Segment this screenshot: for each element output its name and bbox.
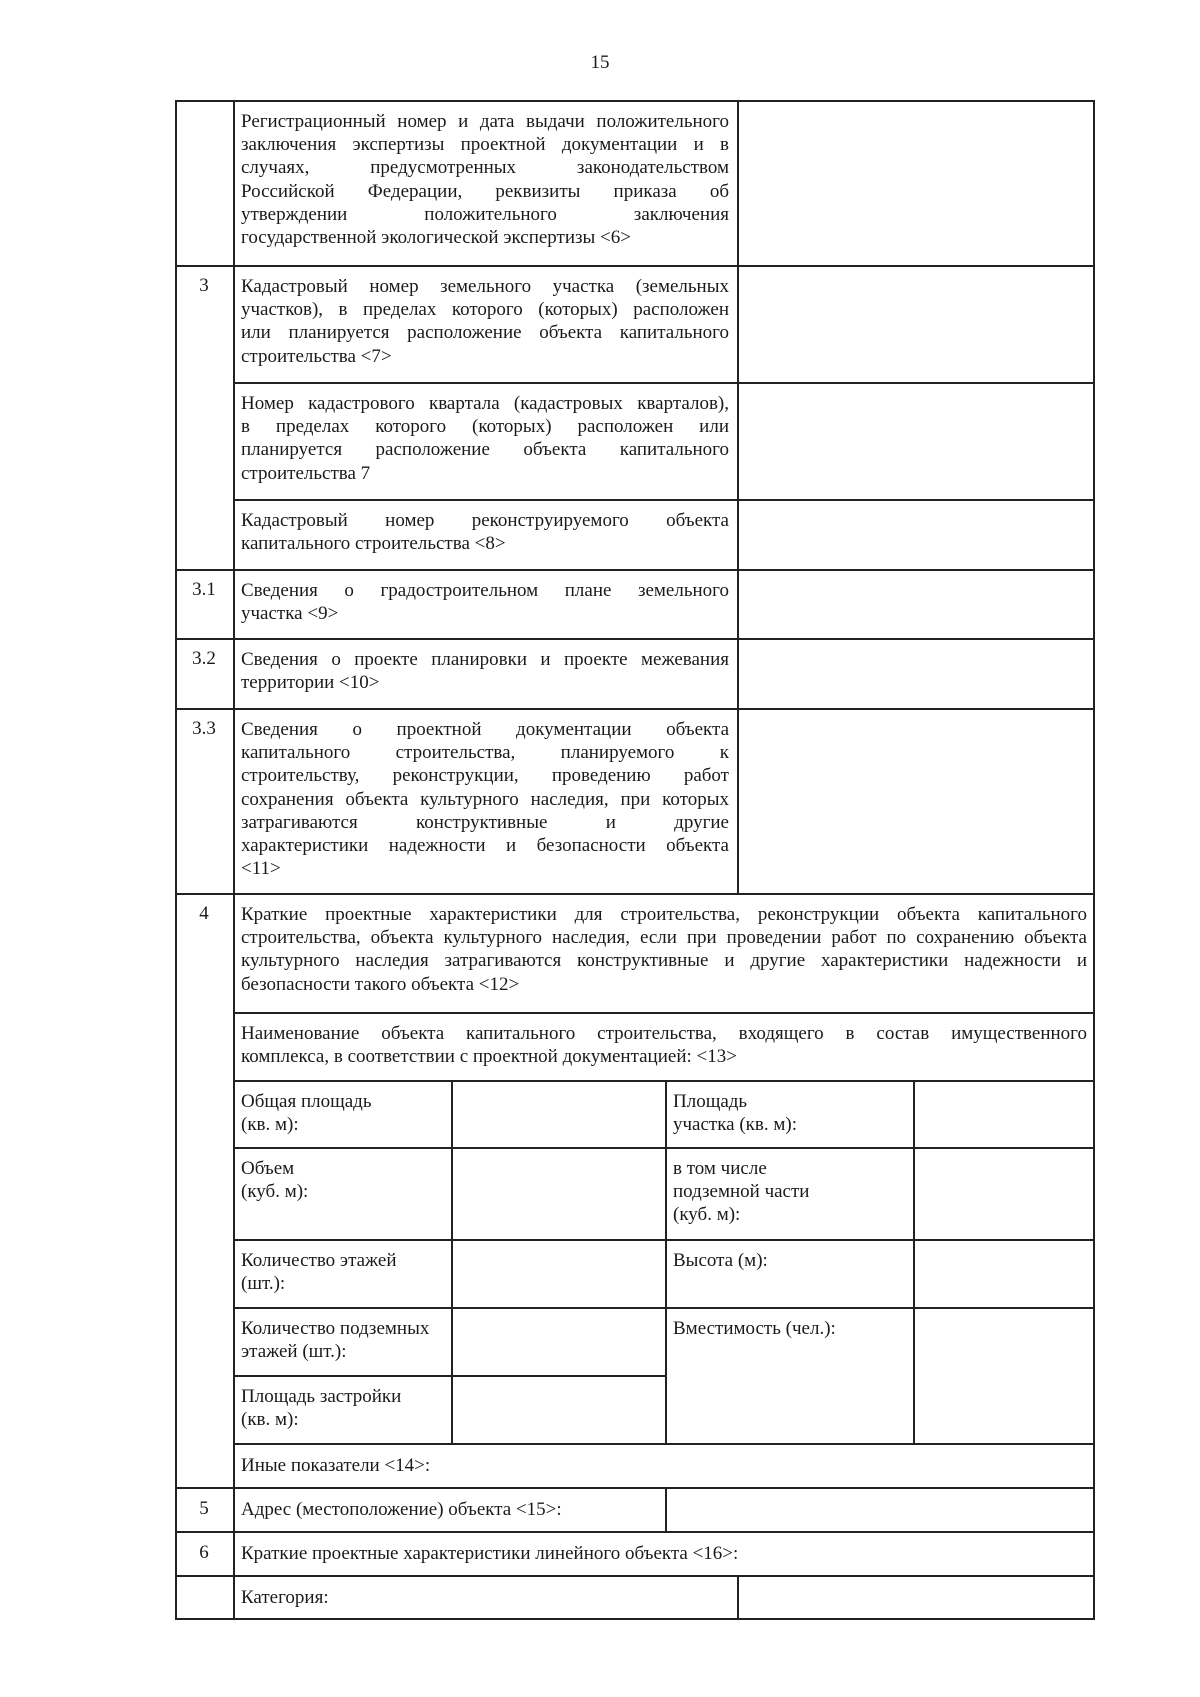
building-area-label: Площадь застройки (кв. м): <box>241 1386 402 1431</box>
other-indicators-value[interactable] <box>453 1445 1093 1487</box>
row-number: 3.3 <box>192 718 216 739</box>
plot-area-value[interactable] <box>915 1082 1093 1147</box>
row-divider <box>175 1531 1095 1533</box>
volume-label: Объем (куб. м): <box>241 1158 309 1203</box>
cadastral-quarter-value[interactable] <box>739 384 1093 499</box>
planning-project-value[interactable] <box>739 640 1093 708</box>
grid-divider <box>665 1080 667 1443</box>
reconstructed-object-value[interactable] <box>739 501 1093 569</box>
reconstructed-object-label: Кадастровый номер реконструируемого объекта капитального строительства <8> <box>241 510 729 555</box>
height-value[interactable] <box>915 1241 1093 1307</box>
linear-object-label: Краткие проектные характеристики линейного объекта <16>: <box>241 1543 739 1564</box>
underground-floors-value[interactable] <box>453 1309 665 1375</box>
table-border-left <box>175 100 177 1620</box>
row-number: 4 <box>199 903 209 924</box>
total-area-label: Общая площадь (кв. м): <box>241 1091 372 1136</box>
brief-characteristics-heading: Краткие проектные характеристики для строительства, реконструкции объекта капитального строительства, объекта культурного наследия, если при проведении работ по сохранению объекта культурного наследия затрагиваются конструктивные и другие характеристики надежности и безопасности такого объекта <12> <box>241 904 1087 995</box>
project-docs-value[interactable] <box>739 710 1093 893</box>
cadastral-number-value[interactable] <box>739 267 1093 382</box>
address-label: Адрес (местоположение) объекта <15>: <box>241 1499 562 1520</box>
row-number: 3.2 <box>192 648 216 669</box>
plot-area-label: Площадь участка (кв. м): <box>673 1091 798 1136</box>
cadastral-number-label: Кадастровый номер земельного участка (земельных участков), в пределах которого (которых) расположен или планируется расположение объекта капитального строительства <7> <box>241 276 729 367</box>
table-border-right <box>1093 100 1095 1620</box>
other-indicators-label: Иные показатели <14>: <box>241 1455 431 1476</box>
expert-conclusion-value[interactable] <box>739 102 1093 265</box>
object-name-label: Наименование объекта капитального строительства, входящего в состав имущественного комплекса, в соответствии с проектной документацией: <13> <box>241 1023 1087 1068</box>
capacity-value[interactable] <box>915 1309 1093 1443</box>
underground-volume-value[interactable] <box>915 1149 1093 1239</box>
capacity-label: Вместимость (чел.): <box>673 1318 836 1339</box>
row-number: 3 <box>199 275 209 296</box>
number-column-divider <box>233 100 235 1620</box>
table-border-bottom <box>175 1618 1095 1620</box>
volume-value[interactable] <box>453 1149 665 1239</box>
height-label: Высота (м): <box>673 1250 768 1271</box>
row-divider <box>175 893 1095 895</box>
underground-floors-label: Количество подземных этажей (шт.): <box>241 1318 430 1363</box>
cadastral-quarter-label: Номер кадастрового квартала (кадастровых кварталов), в пределах которого (которых) расположен или планируется расположение объекта капитального строительства 7 <box>241 393 729 484</box>
urban-plan-label: Сведения о градостроительном плане земельного участка <9> <box>241 580 729 625</box>
category-value[interactable] <box>739 1577 1093 1618</box>
row-number: 5 <box>199 1498 209 1519</box>
urban-plan-value[interactable] <box>739 571 1093 638</box>
row-number: 3.1 <box>192 579 216 600</box>
floors-value[interactable] <box>453 1241 665 1307</box>
planning-project-label: Сведения о проекте планировки и проекте межевания территории <10> <box>241 649 729 694</box>
row-divider <box>233 1012 1095 1014</box>
project-docs-label: Сведения о проектной документации объекта капитального строительства, планируемого к строительству, реконструкции, проведению работ сохранения объекта культурного наследия, при которых затрагиваются конструктивные и другие характеристики надежности и безопасности объекта <11> <box>241 719 729 880</box>
category-label: Категория: <box>241 1587 329 1608</box>
underground-volume-label: в том числе подземной части (куб. м): <box>673 1158 810 1226</box>
address-value[interactable] <box>667 1489 1093 1531</box>
floors-label: Количество этажей (шт.): <box>241 1250 397 1295</box>
permit-form-table <box>175 100 1095 1630</box>
expert-conclusion-label: Регистрационный номер и дата выдачи положительного заключения экспертизы проектной документации и в случаях, предусмотренных законодательством Российской Федерации, реквизиты приказа об утверждении положительного заключения государственной экологической экспертизы <6> <box>241 111 729 249</box>
building-area-value[interactable] <box>453 1377 665 1443</box>
total-area-value[interactable] <box>453 1082 665 1147</box>
row-number: 6 <box>199 1542 209 1563</box>
page-number: 15 <box>590 52 610 73</box>
